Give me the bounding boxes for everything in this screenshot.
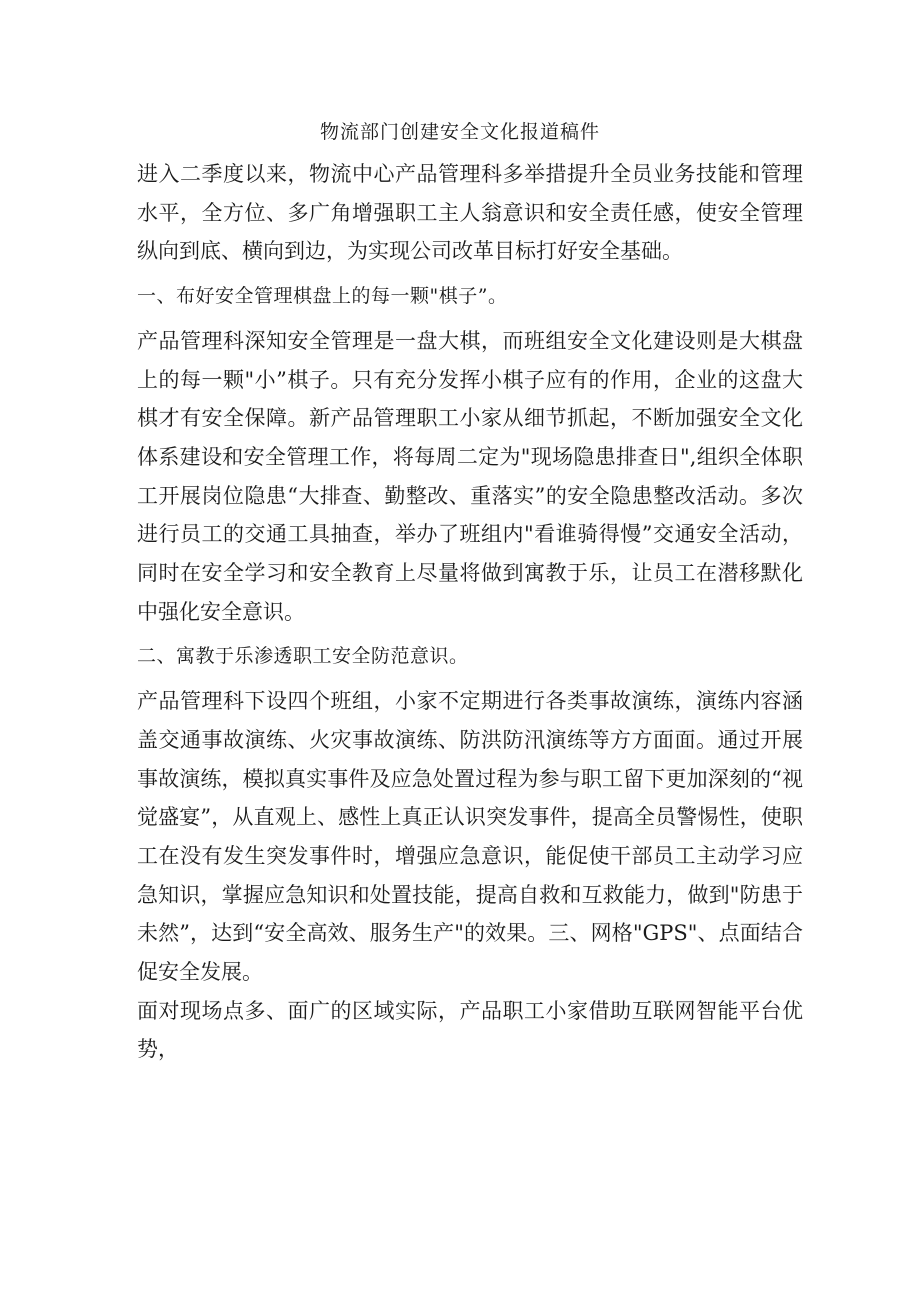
section-two-paragraph: 产品管理科下设四个班组，小家不定期进行各类事故演练，演练内容涵盖交通事故演练、火灾事故演练、防洪防汛演练等方方面面。通过开展事故演练，模拟真实事件及应急处置过程为参与职工留下更加深刻的“视觉盛宴”，从直观上、感性上真正认识突发事件，提高全员警惕性，使职工在没有发生突发事件时，增强应急意识，能促使干部员工主动学习应急知识，掌握应急知识和处置技能，提高自救和互救能力，做到"防患于未然”，达到“安全高效、服务生产"的效果。三、网格"GPS"、点面结合促安全发展。 xyxy=(137,689,803,985)
document-title: 物流部门创建安全文化报道稿件 xyxy=(319,121,600,143)
document-body xyxy=(137,155,803,1069)
section-two-heading: 二、寓教于乐渗透职工安全防范意识。 xyxy=(137,645,469,668)
section-one-heading: 一、布好安全管理棋盘上的每一颗"棋子”。 xyxy=(137,285,508,308)
intro-paragraph: 进入二季度以来，物流中心产品管理科多举措提升全员业务技能和管理水平，全方位、多广角增强职工主人翁意识和安全责任感，使安全管理纵向到底、横向到边，为实现公司改革目标打好安全基础。 xyxy=(137,162,803,264)
section-three-paragraph: 面对现场点多、面广的区域实际，产品职工小家借助互联网智能平台优势， xyxy=(137,998,803,1062)
section-one-paragraph: 产品管理科深知安全管理是一盘大棋，而班组安全文化建设则是大棋盘上的每一颗"小”棋子。只有充分发挥小棋子应有的作用，企业的这盘大棋才有安全保障。新产品管理职工小家从细节抓起，不断加强安全文化体系建设和安全管理工作，将每周二定为"现场隐患排查日",组织全体职工开展岗位隐患“大排查、勤整改、重落实”的安全隐患整改活动。多次进行员工的交通工具抽查，举办了班组内"看谁骑得慢”交通安全活动，同时在安全学习和安全教育上尽量将做到寓教于乐，让员工在潜移默化中强化安全意识。 xyxy=(137,328,803,624)
